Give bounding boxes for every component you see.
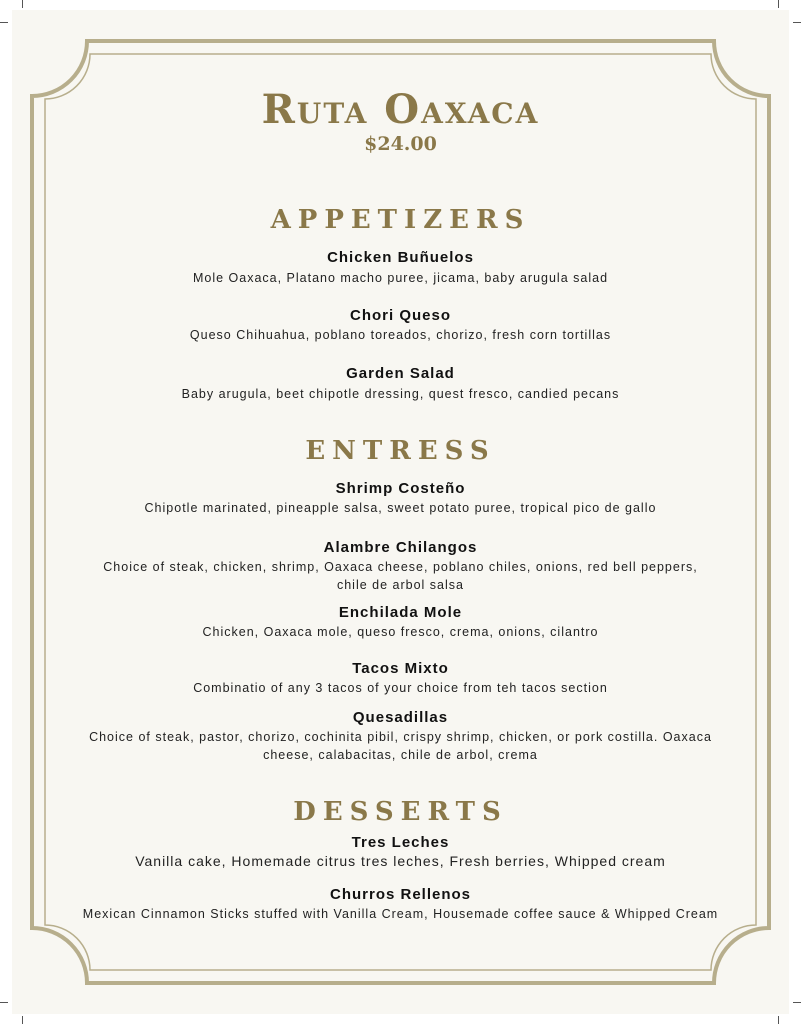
item-description: Chicken, Oaxaca mole, queso fresco, crema, onions, cilantro xyxy=(202,625,599,639)
item-name: Tres Leches xyxy=(351,834,450,851)
item-name: Chori Queso xyxy=(349,307,451,324)
item-description: Mexican Cinnamon Sticks stuffed with Vanilla Cream, Housemade coffee sauce & Whipped Cream xyxy=(82,907,719,921)
item-description: Combinatio of any 3 tacos of your choice from teh tacos section xyxy=(193,681,608,695)
menu-title: Ruta Oaxaca xyxy=(261,86,540,133)
menu-price: $24.00 xyxy=(364,133,437,155)
section-title-entrees: ENTRESS xyxy=(305,436,496,466)
item-description: Queso Chihuahua, poblano toreados, chorizo, fresh corn tortillas xyxy=(189,328,612,342)
item-description: Vanilla cake, Homemade citrus tres leches, Fresh berries, Whipped cream xyxy=(135,853,666,869)
section-title-desserts: DESSERTS xyxy=(293,797,508,827)
item-description: Mole Oaxaca, Platano macho puree, jicama, baby arugula salad xyxy=(192,271,609,285)
item-name: Shrimp Costeño xyxy=(335,480,466,497)
item-name: Tacos Mixto xyxy=(352,660,449,677)
item-name: Chicken Buñuelos xyxy=(327,249,474,266)
section-title-appetizers: APPETIZERS xyxy=(270,205,531,235)
item-description: Choice of steak, chicken, shrimp, Oaxaca cheese, poblano chiles, onions, red bell peppers, chile de arbol salsa xyxy=(103,560,698,592)
item-name: Enchilada Mole xyxy=(338,604,463,621)
item-name: Garden Salad xyxy=(346,365,455,382)
item-name: Churros Rellenos xyxy=(329,886,472,903)
item-description: Chipotle marinated, pineapple salsa, sweet potato puree, tropical pico de gallo xyxy=(144,501,657,515)
item-name: Quesadillas xyxy=(352,709,449,726)
item-name: Alambre Chilangos xyxy=(323,539,478,556)
item-description: Choice of steak, pastor, chorizo, cochinita pibil, crispy shrimp, chicken, or pork costilla. Oaxaca cheese, calabacitas, chile de arbol, crema xyxy=(89,730,712,762)
item-description: Baby arugula, beet chipotle dressing, quest fresco, candied pecans xyxy=(181,387,620,401)
